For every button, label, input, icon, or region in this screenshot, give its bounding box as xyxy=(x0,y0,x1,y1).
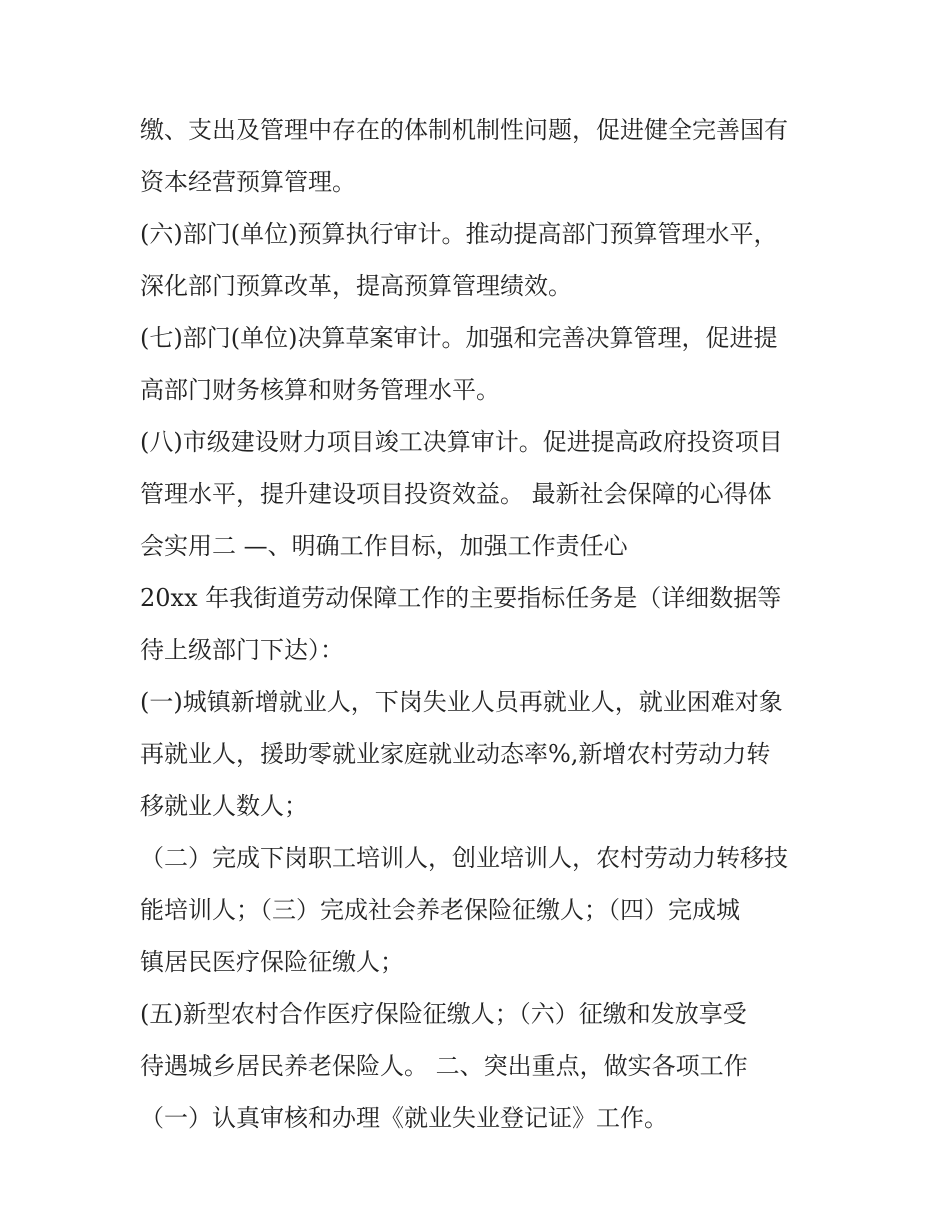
text-line: （一）认真审核和办理《就业失业登记证》工作。 xyxy=(140,1104,668,1132)
text-line: 管理水平，提升建设项目投资效益。 最新社会保障的心得体 xyxy=(140,480,772,508)
text-line: (六)部门(单位)预算执行审计。推动提高部门预算管理水平， xyxy=(140,220,778,248)
text-line: (一)城镇新增就业人，下岗失业人员再就业人，就业困难对象 xyxy=(140,688,783,716)
text-line: 资本经营预算管理。 xyxy=(140,168,356,196)
text-line: (七)部门(单位)决算草案审计。加强和完善决算管理，促进提 xyxy=(140,324,778,352)
text-line: （二）完成下岗职工培训人，创业培训人，农村劳动力转移技 xyxy=(140,844,788,872)
text-line: 再就业人，援助零就业家庭就业动态率%,新增农村劳动力转 xyxy=(140,740,771,768)
text-line: 20xx 年我街道劳动保障工作的主要指标任务是（详细数据等 xyxy=(140,584,782,612)
text-line: 缴、支出及管理中存在的体制机制性问题，促进健全完善国有 xyxy=(140,116,788,144)
text-line: 深化部门预算改革，提高预算管理绩效。 xyxy=(140,272,572,300)
body-text xyxy=(140,104,830,1144)
text-line: 待遇城乡居民养老保险人。 二、突出重点，做实各项工作 xyxy=(140,1052,748,1080)
text-line: 待上级部门下达）： xyxy=(140,636,344,664)
text-line: (八)市级建设财力项目竣工决算审计。促进提高政府投资项目 xyxy=(140,428,783,456)
text-line: 能培训人；（三）完成社会养老保险征缴人；（四）完成城 xyxy=(140,896,740,924)
text-line: 高部门财务核算和财务管理水平。 xyxy=(140,376,500,404)
text-line: 会实用二 —、明确工作目标，加强工作责任心 xyxy=(140,532,628,560)
text-line: 镇居民医疗保险征缴人； xyxy=(140,948,404,976)
text-line: 移就业人数人； xyxy=(140,792,308,820)
text-line: (五)新型农村合作医疗保险征缴人；（六）征缴和发放享受 xyxy=(140,1000,747,1028)
